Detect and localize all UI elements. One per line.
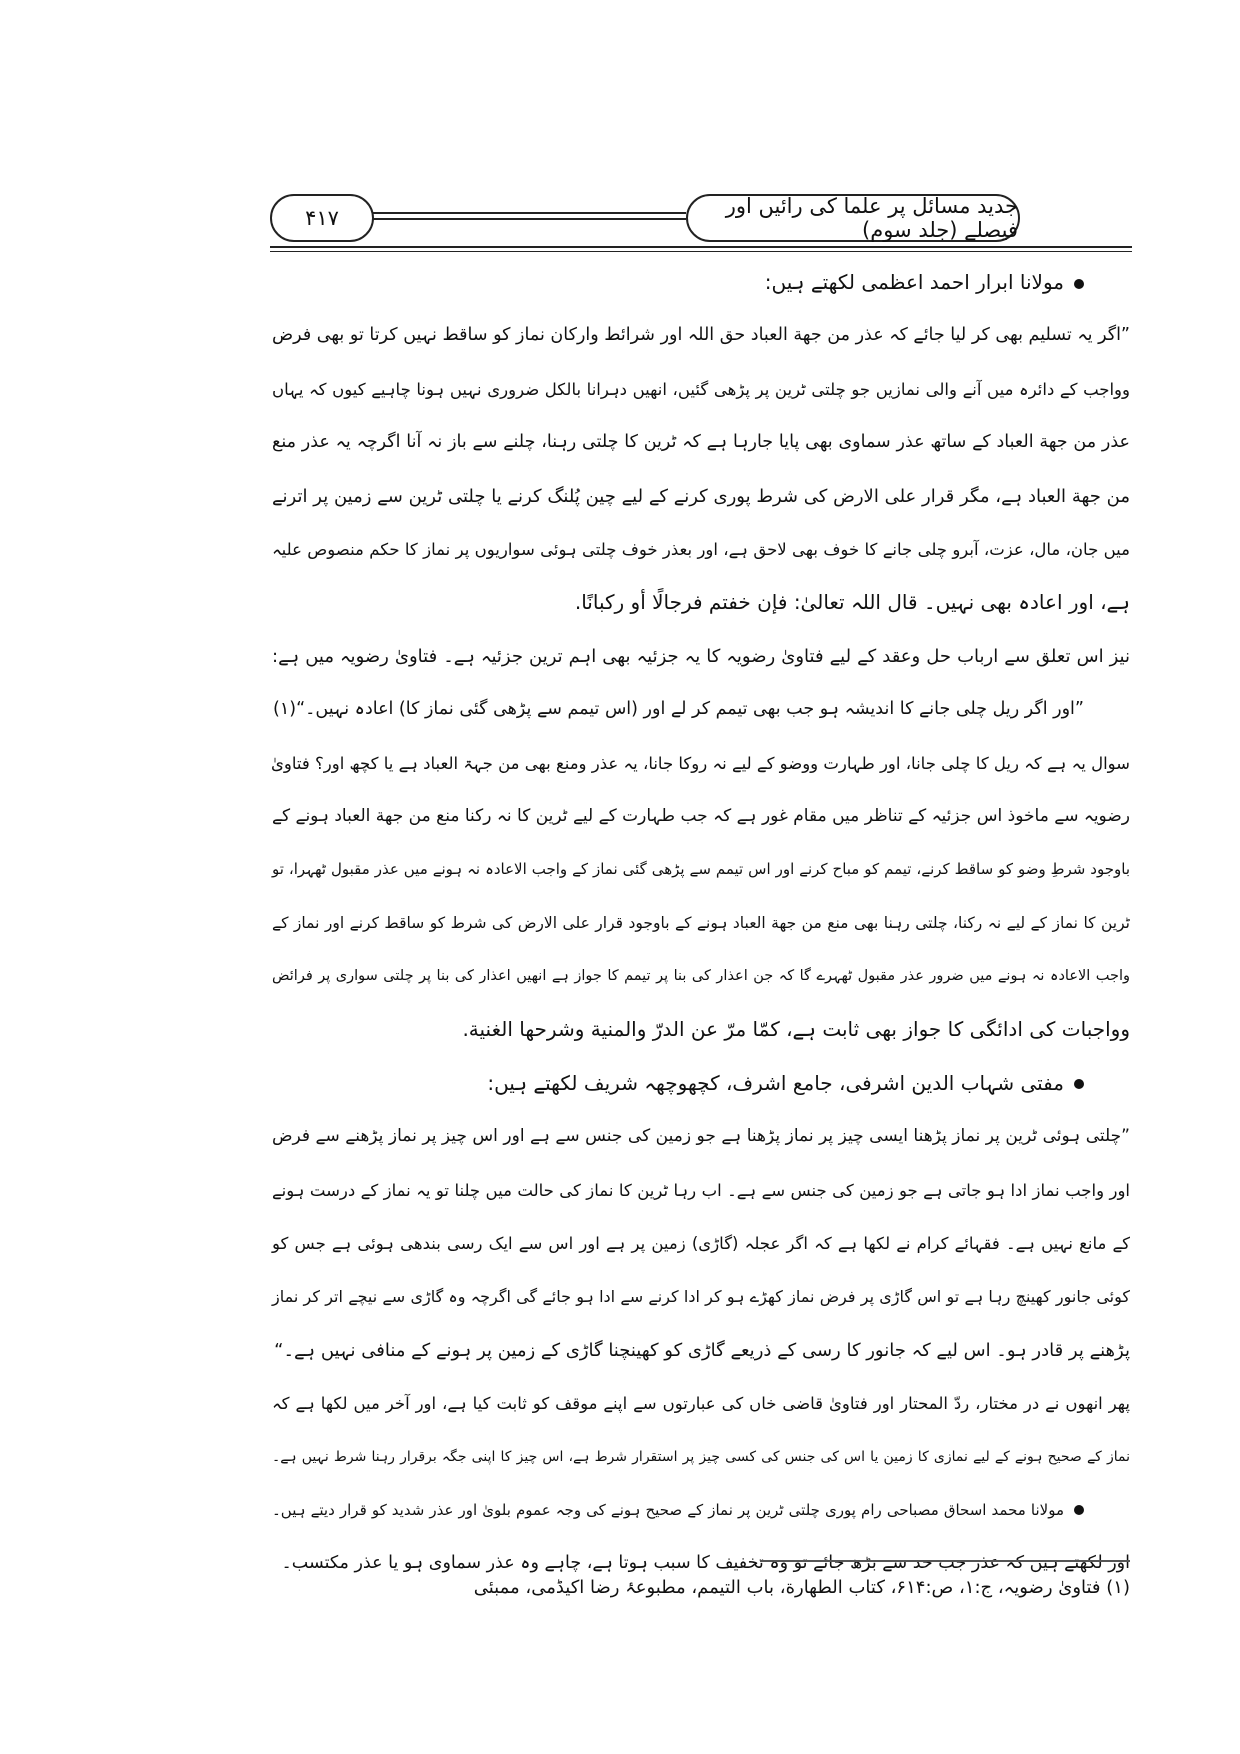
text-line: نیز اس تعلق سے ارباب حل وعقد کے لیے فتاویٰ رضویہ کا یہ جزئیہ بھی اہم ترین جزئیہ ہے۔ فتاویٰ رضویہ میں ہے:	[272, 645, 1130, 667]
text-line: ہے، اور اعادہ بھی نہیں۔ قال اللہ تعالیٰ: فإن خفتم فرجالًا أو ركبانًا.	[574, 590, 1130, 615]
header-divider	[372, 212, 686, 214]
header-divider	[372, 218, 686, 220]
text-line: میں جان، مال، عزت، آبرو چلی جانے کا خوف بھی لاحق ہے، اور بعذر خوف چلتی ہوئی سواریوں پر نماز کا حکم منصوص علیہ	[272, 539, 1130, 559]
footnote: (۱) فتاویٰ رضویہ، ج:۱، ص:۶۱۴، کتاب الطهارة، باب التيمم، مطبوعۂ رضا اکیڈمی، ممبئی	[473, 1577, 1130, 1598]
line-text: مولانا ابرار احمد اعظمی لکھتے ہیں:	[764, 270, 1064, 294]
text-line: کے مانع نہیں ہے۔ فقہائے کرام نے لکھا ہے کہ اگر عجلہ (گاڑی) زمین پر ہے اور اس سے ایک رسی بندھی ہوئی ہے جس کو	[272, 1234, 1130, 1254]
text-line: عذر من جهة العباد کے ساتھ عذر سماوی بھی پایا جارہا ہے کہ ٹرین کا چلتی رہنا، چلنے سے باز نہ آنا اگرچہ یہ عذر منع	[272, 432, 1130, 453]
bullet-icon	[1074, 1079, 1084, 1089]
text-line: واجب الاعادہ نہ ہونے میں ضرور عذر مقبول ٹھہرے گا کہ جن اعذار کی بنا پر تیمم کا جواز ہے انھیں اعذار کی بنا پر چلتی سواری پر فرائض	[272, 968, 1130, 985]
text-line: وواجبات کی ادائگی کا جواز بھی ثابت ہے، کمّا مرّ عن الدرّ والمنية وشرحها الغنية.	[462, 1017, 1130, 1042]
body-text	[272, 256, 1130, 1591]
page-number-box	[270, 194, 374, 242]
line-text: مفتی شہاب الدین اشرفی، جامع اشرف، کچھوچھہ شریف لکھتے ہیں:	[487, 1070, 1064, 1095]
line-text: مولانا محمد اسحاق مصباحی رام پوری چلتی ٹرین پر نماز کے صحیح ہونے کی وجہ عموم بلویٰ اور عذر شدید کو قرار دیتے ہیں۔	[272, 1500, 1064, 1519]
text-line: باوجود شرطِ وضو کو ساقط کرنے، تیمم کو مباح کرنے اور اس تیمم سے پڑھی گئی نماز کے واجب الاعادہ نہ ہونے میں عذر مقبول ٹھہرا، تو	[272, 860, 1130, 879]
bullet-icon	[1074, 279, 1084, 289]
text-line: اور واجب نماز ادا ہو جاتی ہے جو زمین کی جنس سے ہے۔ اب رہا ٹرین کا نماز کی حالت میں چلنا تو یہ نماز کے درست ہونے	[272, 1180, 1130, 1200]
text-line	[272, 1484, 1130, 1537]
text-line: سوال یہ ہے کہ ریل کا چلی جانا، اور طہارت ووضو کے لیے نہ روکا جانا، یہ عذر ومنع بھی من جہۃ العباد ہے یا کچھ اور؟ فتاویٰ	[271, 753, 1130, 773]
text-line: ”اور اگر ریل چلی جانے کا اندیشہ ہو جب بھی تیمم کر لے اور (اس تیمم سے پڑھی گئی نماز کا) اعادہ نہیں۔“(۱)	[273, 699, 1084, 720]
text-line: پڑھنے پر قادر ہو۔ اس لیے کہ جانور کا رسی کے ذریعے گاڑی کو کھینچنا گاڑی کے زمین پر ہونے کے منافی نہیں ہے۔“	[274, 1339, 1130, 1361]
text-line: ”چلتی ہوئی ٹرین پر نماز پڑھنا ایسی چیز پر نماز پڑھنا ہے جو زمین کی جنس سے ہے اور اس چیز پر نماز پڑھنے سے فرض	[272, 1126, 1130, 1147]
text-line: کوئی جانور کھینچ رہا ہے تو اس گاڑی پر فرض نماز کھڑے ہو کر ادا کرنے سے ادا ہو جائے گی اگرچہ وہ گاڑی سے نیچے اتر کر نماز	[272, 1287, 1130, 1307]
text-line: پھر انھوں نے در مختار، ردّ المحتار اور فتاویٰ قاضی خاں کی عبارتوں سے اپنے موقف کو ثابت کیا ہے، اور آخر میں لکھا ہے کہ	[272, 1394, 1130, 1414]
page-number: ۴۱۷	[305, 206, 339, 230]
text-line	[272, 1057, 1130, 1110]
text-line: وواجب کے دائرہ میں آنے والی نمازیں جو چلتی ٹرین پر پڑھی گئیں، انھیں دہرانا بالکل ضروری نہیں ہونا چاہیے کیوں کہ یہاں	[272, 379, 1130, 399]
running-header-title	[686, 194, 1020, 242]
footnote-rule	[760, 1560, 1130, 1562]
header-rule	[270, 246, 1132, 248]
text-line: ”اگر یہ تسلیم بھی کر لیا جائے کہ عذر من جهة العباد حق اللہ اور شرائط وارکان نماز کو ساقط نہیں کرتا تو بھی فرض	[272, 325, 1130, 346]
text-line: اور لکھتے ہیں کہ عذر جب حد سے بڑھ جائے تو وہ تخفیف کا سبب ہوتا ہے، چاہے وہ عذر سماوی ہو یا عذر مکتسب۔	[281, 1553, 1130, 1574]
text-line: رضویہ سے ماخوذ اس جزئیہ کے تناظر میں مقام غور ہے کہ جب طہارت کے لیے ٹرین کا نہ رکنا منع من جهة العباد ہونے کے	[272, 805, 1130, 826]
text-line	[272, 256, 1130, 309]
text-line: نماز کے صحیح ہونے کے لیے نمازی کا زمین یا اس کی جنس کی کسی چیز پر استقرار شرط ہے، اس چیز کا اپنی جگہ برقرار رہنا شرط نہیں ہے۔	[272, 1448, 1130, 1465]
header-rule	[270, 251, 1132, 252]
text-line: من جهة العباد ہے، مگر قرار علی الارض کی شرط پوری کرنے کے لیے چین پُلنگ کرنے یا چلتی ٹرین سے زمین پر اترنے	[272, 485, 1130, 507]
book-title: جدید مسائل پر علما کی رائیں اور فیصلے (جلد سوم)	[725, 194, 1018, 242]
text-line: ٹرین کا نماز کے لیے نہ رکنا، چلتی رہنا بھی منع من جهة العباد ہونے کے باوجود قرار علی الارض کی شرط کو ساقط کرنے اور نماز کے	[272, 913, 1130, 932]
bullet-icon	[1074, 1505, 1084, 1515]
